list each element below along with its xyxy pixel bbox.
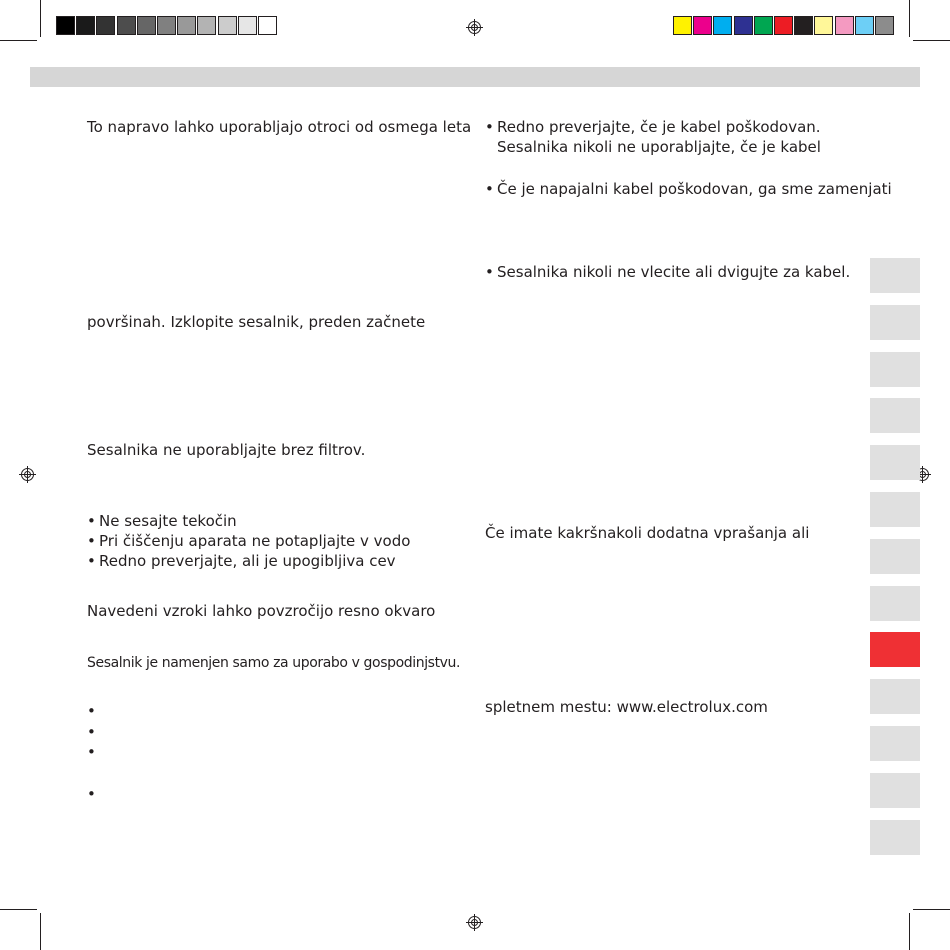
- language-tab[interactable]: [870, 679, 920, 714]
- bullet-marker: •: [485, 263, 494, 281]
- gray-swatch: [157, 16, 176, 35]
- header-bar: [30, 67, 920, 87]
- left-paragraph-5: Sesalnik je namenjen samo za uporabo v gospodinjstvu.: [87, 655, 461, 671]
- color-swatch: [835, 16, 854, 35]
- left-paragraph-3: Sesalnika ne uporabljajte brez filtrov.: [87, 441, 366, 459]
- color-swatch: [814, 16, 833, 35]
- bullet-marker: •: [87, 743, 96, 761]
- bullet-marker: •: [87, 512, 96, 530]
- color-swatch: [794, 16, 813, 35]
- registration-mark-left-icon: [19, 466, 36, 483]
- bullet-marker: •: [87, 723, 96, 741]
- language-tab[interactable]: [870, 773, 920, 808]
- registration-mark-bottom-icon: [466, 914, 483, 931]
- gray-swatch: [258, 16, 277, 35]
- list-item: Ne sesajte tekočin: [99, 512, 237, 530]
- color-swatch: [734, 16, 753, 35]
- language-tab[interactable]: [870, 632, 920, 667]
- registration-mark-top-icon: [466, 19, 483, 36]
- color-swatch: [855, 16, 874, 35]
- gray-swatch: [117, 16, 136, 35]
- language-tab[interactable]: [870, 820, 920, 855]
- list-item: Pri čiščenju aparata ne potapljajte v vodo: [99, 532, 411, 550]
- color-swatch: [754, 16, 773, 35]
- language-tab[interactable]: [870, 492, 920, 527]
- list-item-continuation: Sesalnika nikoli ne uporabljajte, če je kabel: [497, 138, 821, 156]
- bullet-marker: •: [87, 785, 96, 803]
- left-paragraph-2: površinah. Izklopite sesalnik, preden začnete: [87, 313, 426, 331]
- color-swatch: [713, 16, 732, 35]
- language-tab[interactable]: [870, 445, 920, 480]
- gray-swatch: [218, 16, 237, 35]
- gray-swatch: [96, 16, 115, 35]
- list-item: Sesalnika nikoli ne vlecite ali dvigujte za kabel.: [497, 263, 851, 281]
- gray-swatch: [177, 16, 196, 35]
- language-tab[interactable]: [870, 398, 920, 433]
- bullet-marker: •: [87, 532, 96, 550]
- list-item: Če je napajalni kabel poškodovan, ga sme zamenjati: [497, 180, 892, 198]
- bullet-marker: •: [87, 552, 96, 570]
- right-paragraph-2: spletnem mestu: www.electrolux.com: [485, 698, 768, 716]
- gray-swatch: [76, 16, 95, 35]
- language-tab[interactable]: [870, 539, 920, 574]
- gray-swatch: [197, 16, 216, 35]
- language-tab[interactable]: [870, 305, 920, 340]
- bullet-marker: •: [87, 702, 96, 720]
- color-swatch: [774, 16, 793, 35]
- gray-swatch: [56, 16, 75, 35]
- right-paragraph-1: Če imate kakršnakoli dodatna vprašanja ali: [485, 524, 810, 542]
- color-swatch: [693, 16, 712, 35]
- bullet-marker: •: [485, 118, 494, 136]
- left-paragraph-1: To napravo lahko uporabljajo otroci od osmega leta: [87, 118, 472, 136]
- color-swatch: [875, 16, 894, 35]
- language-tab[interactable]: [870, 726, 920, 761]
- gray-swatch: [238, 16, 257, 35]
- list-item: Redno preverjajte, ali je upogibljiva cev: [99, 552, 396, 570]
- language-tab[interactable]: [870, 352, 920, 387]
- language-tab[interactable]: [870, 586, 920, 621]
- language-tab[interactable]: [870, 258, 920, 293]
- bullet-marker: •: [485, 180, 494, 198]
- left-paragraph-4: Navedeni vzroki lahko povzročijo resno okvaro: [87, 602, 436, 620]
- gray-swatch: [137, 16, 156, 35]
- list-item: Redno preverjajte, če je kabel poškodovan.: [497, 118, 821, 136]
- color-swatch: [673, 16, 692, 35]
